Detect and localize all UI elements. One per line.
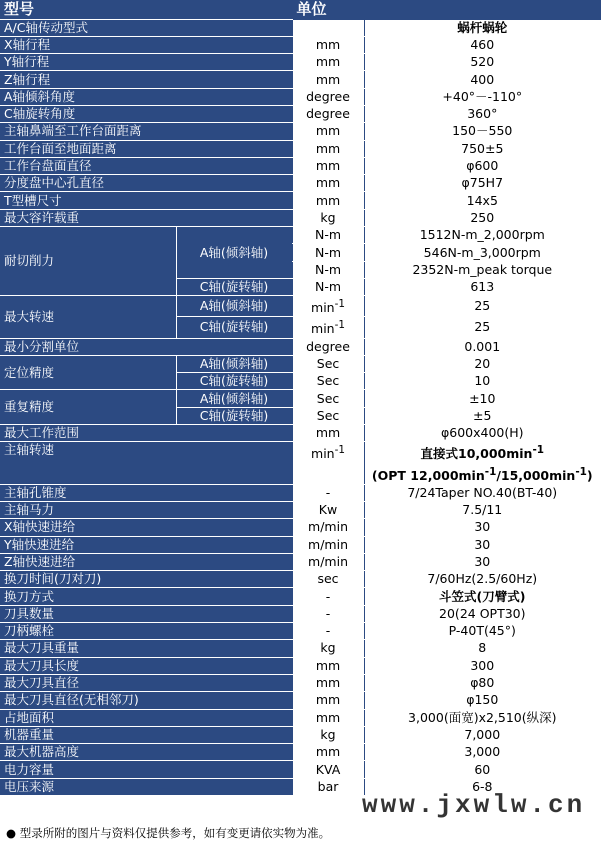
- table-row: T型槽尺寸 mm 14x5: [0, 192, 600, 209]
- table-row: Y轴快速进给 m/min 30: [0, 536, 600, 553]
- table-row: N-m 546N-m_3,000rpm: [0, 244, 600, 261]
- table-row: 主轴孔锥度 - 7/24Taper NO.40(BT-40): [0, 484, 600, 501]
- footnote: ● 型录所附的图片与资料仅提供参考，如有变更请依实物为准。: [6, 826, 331, 840]
- table-row: Y轴行程 mm 520: [0, 54, 600, 71]
- table-row: Z轴快速进给 m/min 30: [0, 553, 600, 570]
- table-row: 刀具数量 - 20(24 OPT30): [0, 605, 600, 622]
- table-row: 机器重量 kg 7,000: [0, 726, 600, 743]
- table-row: 最大刀具重量 kg 8: [0, 640, 600, 657]
- table-row: 电压来源 bar 6-8: [0, 778, 600, 795]
- table-row: 分度盘中心孔直径 mm φ75H7: [0, 175, 600, 192]
- table-row: C轴(旋转轴) Sec 10: [0, 373, 600, 390]
- table-row: 重复精度 A轴(倾斜轴) Sec ±10: [0, 390, 600, 407]
- table-row: C轴(旋转轴) N-m 613: [0, 278, 600, 295]
- table-row: C轴(旋转轴) Sec ±5: [0, 407, 600, 424]
- table-row: 电力容量 KVA 60: [0, 761, 600, 778]
- table-row: 占地面积 mm 3,000(面宽)x2,510(纵深): [0, 709, 600, 726]
- table-row: 最大刀具直径(无相邻刀) mm φ150: [0, 692, 600, 709]
- table-row: 最大刀具长度 mm 300: [0, 657, 600, 674]
- table-header-row: [0, 0, 600, 19]
- table-row: 最大工作范围 mm φ600x400(H): [0, 425, 600, 442]
- table-row: 最大容许载重 kg 250: [0, 209, 600, 226]
- table-row: A轴倾斜角度 degree +40°－-110°: [0, 88, 600, 105]
- table-row: 最大刀具直径 mm φ80: [0, 674, 600, 691]
- table-row: 主轴转速 $\min^{-1}$ 直接式$10,000\min^{-1}$: [0, 442, 600, 463]
- table-row: (OPT $12,000\min^{-1}/15,000\min^{-1}$): [0, 463, 600, 484]
- table-row: 主轴马力 Kw 7.5/11: [0, 501, 600, 518]
- table-row: 主轴鼻端至工作台面距离 mm 150－550: [0, 123, 600, 140]
- watermark-logo: www.jxwlw.cn: [362, 790, 586, 820]
- table-row: X轴快速进给 m/min 30: [0, 519, 600, 536]
- table-row: C轴(旋转轴) $\min^{-1}$ 25: [0, 317, 600, 338]
- table-row: 换刀时间(刀对刀) sec 7/60Hz(2.5/60Hz): [0, 571, 600, 588]
- table-row: 工作台面至地面距离 mm 750±5: [0, 140, 600, 157]
- table-row: X轴行程 mm 460: [0, 36, 600, 53]
- table-row: 工作台盘面直径 mm φ600: [0, 157, 600, 174]
- table-row: 最大机器高度 mm 3,000: [0, 744, 600, 761]
- table-row: N-m 2352N-m_peak torque: [0, 261, 600, 278]
- table-row: C轴旋转角度 degree 360°: [0, 105, 600, 122]
- table-row: 最小分割单位 degree 0.001: [0, 338, 600, 355]
- table-row: 换刀方式 - 斗笠式(刀臂式): [0, 588, 600, 605]
- table-row: 定位精度 A轴(倾斜轴) Sec 20: [0, 355, 600, 372]
- table-row: 刀柄螺栓 - P-40T(45°): [0, 623, 600, 640]
- table-row: Z轴行程 mm 400: [0, 71, 600, 88]
- table-row: 最大转速 A轴(倾斜轴) $\min^{-1}$ 25: [0, 296, 600, 317]
- table-row: A/C轴传动型式 蜗杆蜗轮: [0, 19, 600, 36]
- model-header: 型号: [0, 0, 292, 19]
- unit-header: 单位: [292, 0, 600, 19]
- table-row: 耐切削力 A轴(倾斜轴) N-m 1512N-m_2,000rpm: [0, 227, 600, 244]
